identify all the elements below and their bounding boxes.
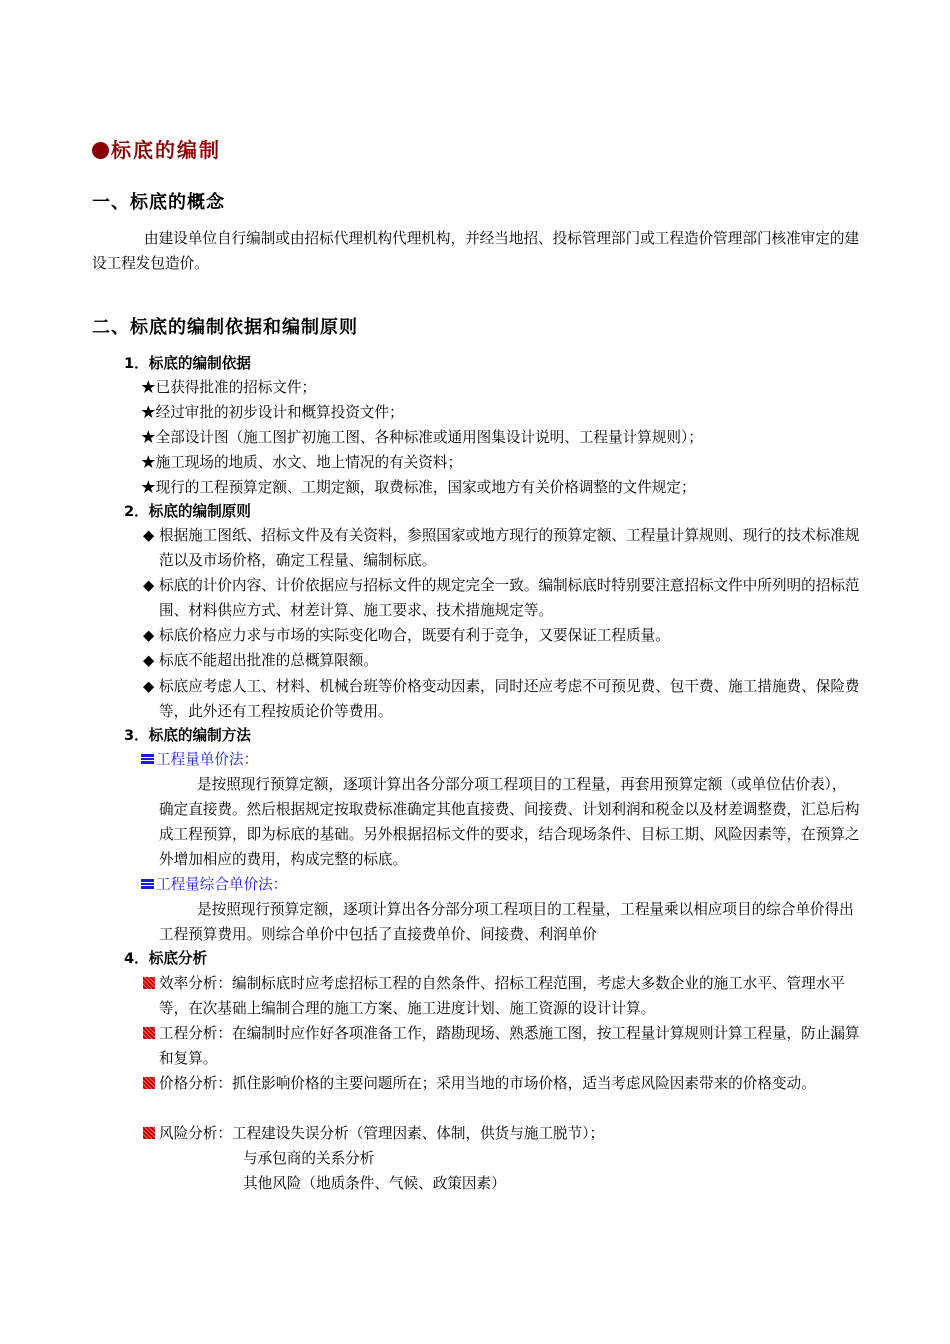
principles-heading: 2．标底的编制原则 bbox=[124, 503, 251, 520]
methods-heading: 3．标底的编制方法 bbox=[124, 727, 251, 744]
basis-item: ★经过审批的初步设计和概算投资文件； bbox=[141, 404, 404, 421]
principle-item: ◆ 标底价格应力求与市场的实际变化吻合，既要有利于竞争，又要保证工程质量。 bbox=[159, 623, 861, 648]
basis-heading: 1．标底的编制依据 bbox=[124, 355, 251, 372]
blue-equals-icon bbox=[141, 754, 154, 764]
red-square-icon bbox=[143, 1027, 155, 1039]
analysis-item: 工程分析：在编制时应作好各项准备工作，踏勘现场、熟悉施工图，按工程量计算规则计算工程量，防止漏算和复算。 bbox=[159, 1021, 861, 1071]
analysis-heading: 4．标底分析 bbox=[124, 950, 208, 967]
title-text: 标底的编制 bbox=[111, 138, 221, 162]
basis-item: ★现行的工程预算定额、工期定额，取费标准，国家或地方有关价格调整的文件规定； bbox=[141, 479, 696, 496]
section1-paragraph: 由建设单位自行编制或由招标代理机构代理机构，并经当地招、投标管理部门或工程造价管理部门核准审定的建设工程发包造价。 bbox=[92, 230, 860, 272]
red-square-icon bbox=[143, 977, 155, 989]
basis-item: ★已获得批准的招标文件； bbox=[141, 379, 317, 396]
principle-item: ◆ 根据施工图纸、招标文件及有关资料，参照国家或地方现行的预算定额、工程量计算规则、现行的技术标准规范以及市场价格，确定工程量、编制标底。 bbox=[159, 523, 861, 573]
diamond-icon: ◆ bbox=[143, 627, 155, 644]
principle-item: ◆ 标底不能超出批准的总概算限额。 bbox=[159, 648, 861, 673]
risk-sub-item: 其他风险（地质条件、气候、政策因素） bbox=[243, 1175, 506, 1192]
analysis-item: 效率分析：编制标底时应考虑招标工程的自然条件、招标工程范围，考虑大多数企业的施工水平、管理水平等，在次基础上编制合理的施工方案、施工进度计划、施工资源的设计计算。 bbox=[159, 971, 861, 1021]
section1-heading: 一、标底的概念 bbox=[92, 192, 225, 213]
risk-sub-item: 与承包商的关系分析 bbox=[243, 1150, 375, 1167]
method-title: 工程量综合单价法： bbox=[141, 872, 287, 897]
principle-item: ◆ 标底应考虑人工、材料、机械台班等价格变动因素，同时还应考虑不可预见费、包干费、施工措施费、保险费等，此外还有工程按质论价等费用。 bbox=[159, 674, 861, 724]
analysis-item: 风险分析：工程建设失误分析（管理因素、体制，供货与施工脱节）； bbox=[159, 1121, 861, 1146]
diamond-icon: ◆ bbox=[143, 678, 155, 695]
analysis-item: 价格分析：抓住影响价格的主要问题所在；采用当地的市场价格，适当考虑风险因素带来的价格变动。 bbox=[159, 1071, 861, 1096]
section2-heading: 二、标底的编制依据和编制原则 bbox=[92, 317, 358, 338]
blue-equals-icon bbox=[141, 879, 154, 889]
method-text: 是按照现行预算定额，逐项计算出各分部分项工程项目的工程量，工程量乘以相应项目的综合单价得出工程预算费用。则综合单价中包括了直接费单价、间接费、利润单价 bbox=[159, 901, 854, 943]
red-square-icon bbox=[143, 1127, 155, 1139]
method-text: 是按照现行预算定额，逐项计算出各分部分项工程项目的工程量，再套用预算定额（或单位估价表），确定直接费。然后根据规定按取费标准确定其他直接费、间接费、计划利润和税金以及材差调整费，汇总后构成工程预算，即为标底的基础。另外根据招标文件的要求，结合现场条件、目标工期、风险因素等，在预算之外增加相应的费用，构成完整的标底。 bbox=[159, 776, 860, 868]
diamond-icon: ◆ bbox=[143, 652, 155, 669]
basis-item: ★施工现场的地质、水文、地上情况的有关资料； bbox=[141, 454, 463, 471]
red-square-icon bbox=[143, 1077, 155, 1089]
method-title: 工程量单价法： bbox=[141, 747, 258, 772]
diamond-icon: ◆ bbox=[143, 577, 155, 594]
page-title bbox=[92, 134, 221, 163]
diamond-icon: ◆ bbox=[143, 527, 155, 544]
red-circle-icon bbox=[92, 142, 109, 159]
basis-item: ★全部设计图（施工图扩初施工图、各种标准或通用图集设计说明、工程量计算规则）； bbox=[141, 429, 703, 446]
principle-item: ◆ 标底的计价内容、计价依据应与招标文件的规定完全一致。编制标底时特别要注意招标文件中所列明的招标范围、材料供应方式、材差计算、施工要求、技术措施规定等。 bbox=[159, 573, 861, 623]
